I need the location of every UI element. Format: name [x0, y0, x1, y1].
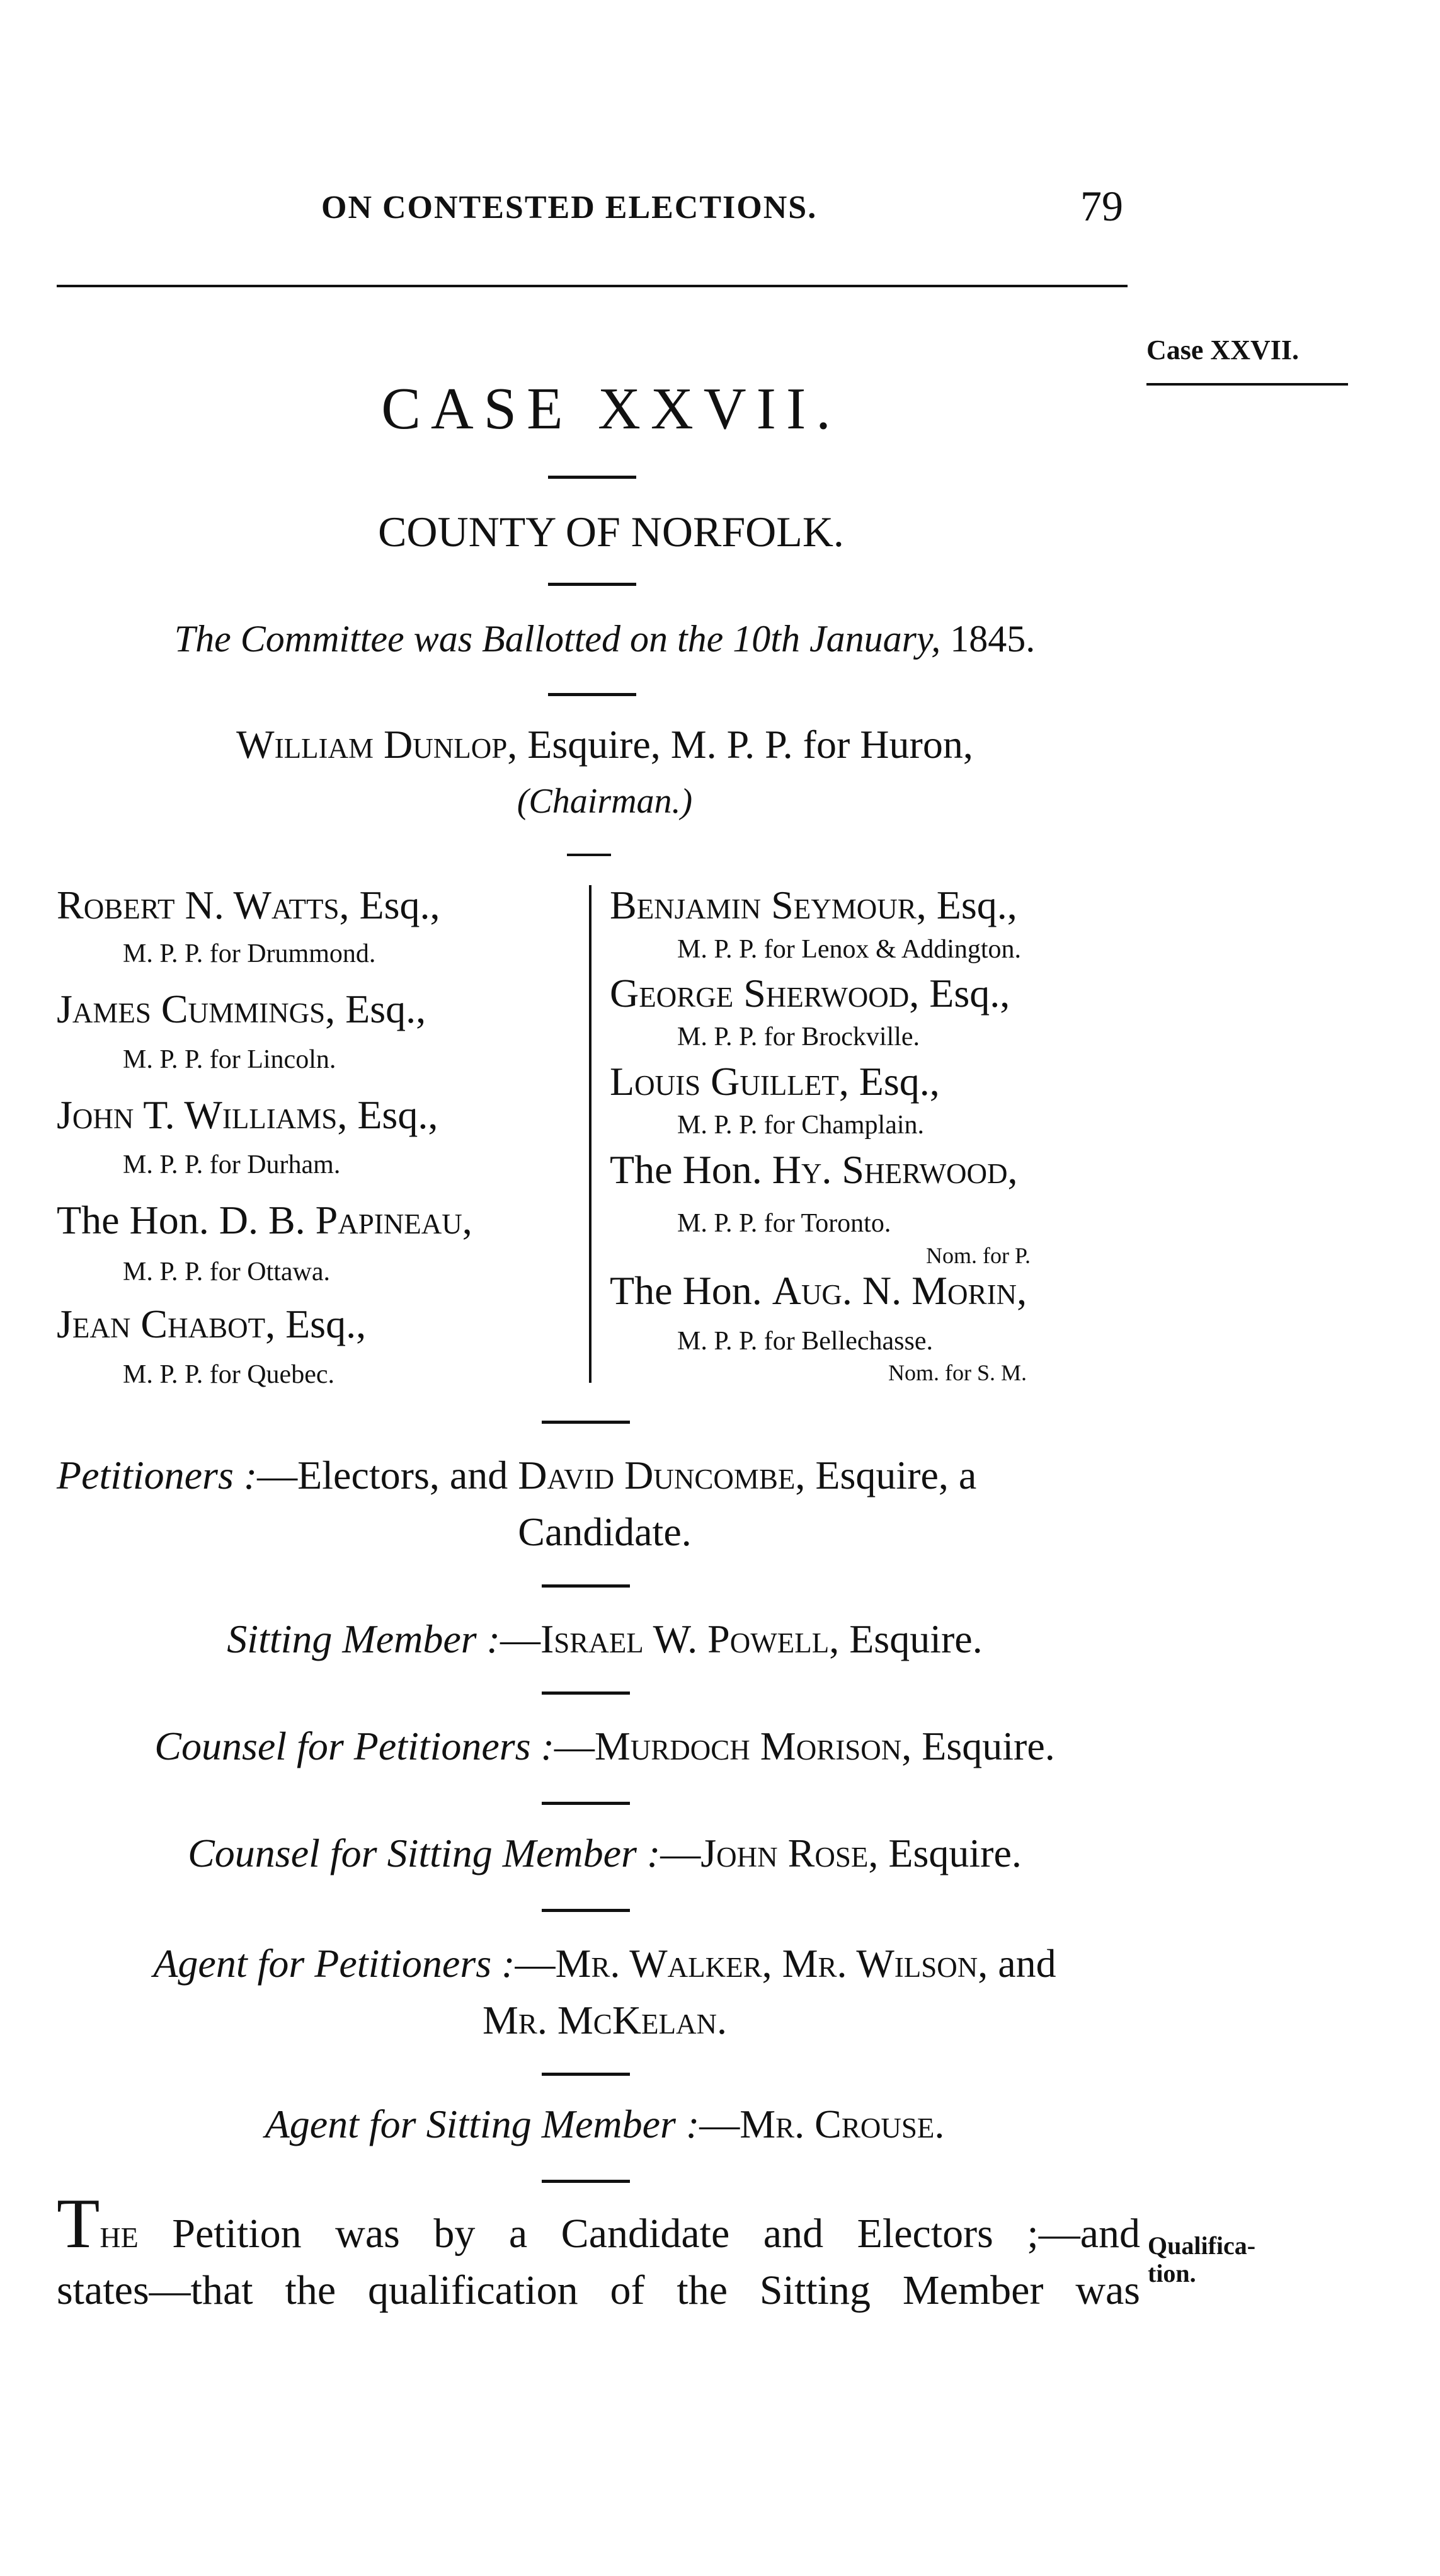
member-seat: M. P. P. for Brockville.: [677, 1022, 920, 1051]
side-note-case: Case XXVII.: [1146, 335, 1299, 365]
header-rule: [57, 285, 1128, 287]
case-title: CASE XXVII.: [381, 376, 841, 442]
county-title: COUNTY OF NORFOLK.: [378, 508, 844, 556]
section-rule: [542, 1421, 630, 1424]
ballot-text: The Committee was Ballotted on the 10th January,: [174, 618, 941, 660]
chairman-rest: , Esquire, M. P. P. for Huron,: [507, 722, 973, 767]
agent-sitting-line: Agent for Sitting Member :—Mr. Crouse.: [265, 2102, 945, 2146]
member-name: Louis Guillet, Esq.,: [610, 1059, 940, 1104]
member-name: The Hon. Hy. Sherwood,: [610, 1147, 1018, 1192]
section-rule: [542, 2180, 630, 2183]
title-rule-3: [548, 693, 636, 696]
member-name: The Hon. Aug. N. Morin,: [610, 1268, 1027, 1313]
member-seat: M. P. P. for Durham.: [123, 1150, 341, 1179]
running-head: [57, 182, 1128, 239]
title-rule-1: [548, 476, 636, 479]
drop-cap: T: [57, 2185, 100, 2263]
section-rule: [542, 1909, 630, 1912]
member-name: James Cummings, Esq.,: [57, 987, 426, 1031]
member-name: John T. Williams, Esq.,: [57, 1092, 438, 1137]
member-seat: M. P. P. for Ottawa.: [123, 1257, 331, 1286]
member-nomination: Nom. for S. M.: [888, 1360, 1027, 1385]
member-name: Jean Chabot, Esq.,: [57, 1302, 367, 1346]
section-rule: [542, 1584, 630, 1588]
member-seat: M. P. P. for Quebec.: [123, 1360, 334, 1389]
chairman-role: (Chairman.): [517, 782, 693, 821]
ballot-line: [0, 617, 1209, 661]
member-seat: M. P. P. for Lenox & Addington.: [677, 935, 1022, 964]
member-name: The Hon. D. B. Papineau,: [57, 1198, 472, 1242]
section-rule: [542, 1802, 630, 1805]
ballot-year: 1845.: [950, 618, 1036, 660]
agent-petitioners-line: Agent for Petitioners :—Mr. Walker, Mr. Wilson, and: [153, 1941, 1056, 1986]
title-rule-2: [548, 583, 636, 586]
chairman-line: [0, 721, 1209, 768]
page-number: 79: [1080, 182, 1123, 230]
sitting-member-line: Sitting Member :—Israel W. Powell, Esquire.: [227, 1617, 983, 1661]
member-seat: M. P. P. for Champlain.: [677, 1111, 925, 1140]
member-seat: M. P. P. for Bellechasse.: [677, 1327, 933, 1356]
counsel-petitioners-line: Counsel for Petitioners :—Murdoch Morison, Esquire.: [154, 1724, 1055, 1768]
column-divider: [589, 885, 591, 1383]
body-line-2: states—that the qualification of the Sitting Member was: [57, 2267, 1140, 2313]
chair-rule: [567, 854, 611, 856]
running-title: ON CONTESTED ELECTIONS.: [321, 190, 818, 226]
member-name: Benjamin Seymour, Esq.,: [610, 883, 1017, 927]
margin-note-qualification: Qualifica- tion.: [1148, 2231, 1256, 2287]
petitioners-line: Petitioners :—Electors, and David Duncombe, Esquire, a: [57, 1453, 977, 1497]
counsel-sitting-line: Counsel for Sitting Member :—John Rose, Esquire.: [188, 1831, 1022, 1875]
member-seat: M. P. P. for Lincoln.: [123, 1045, 336, 1074]
member-name: Robert N. Watts, Esq.,: [57, 883, 440, 927]
body-paragraph: [57, 2185, 1140, 2319]
chairman-name: William Dunlop: [236, 722, 508, 767]
section-rule: [542, 2073, 630, 2076]
member-name: George Sherwood, Esq.,: [610, 971, 1010, 1016]
petitioners-line-2: Candidate.: [518, 1509, 692, 1554]
body-line-1: The Petition was by a Candidate and Electors ;—and: [57, 2185, 1140, 2263]
member-nomination: Nom. for P.: [926, 1243, 1031, 1268]
member-seat: M. P. P. for Drummond.: [123, 939, 376, 968]
agent-petitioners-line-2: Mr. McKelan.: [482, 1998, 728, 2042]
member-seat: M. P. P. for Toronto.: [677, 1209, 891, 1238]
section-rule: [542, 1692, 630, 1695]
